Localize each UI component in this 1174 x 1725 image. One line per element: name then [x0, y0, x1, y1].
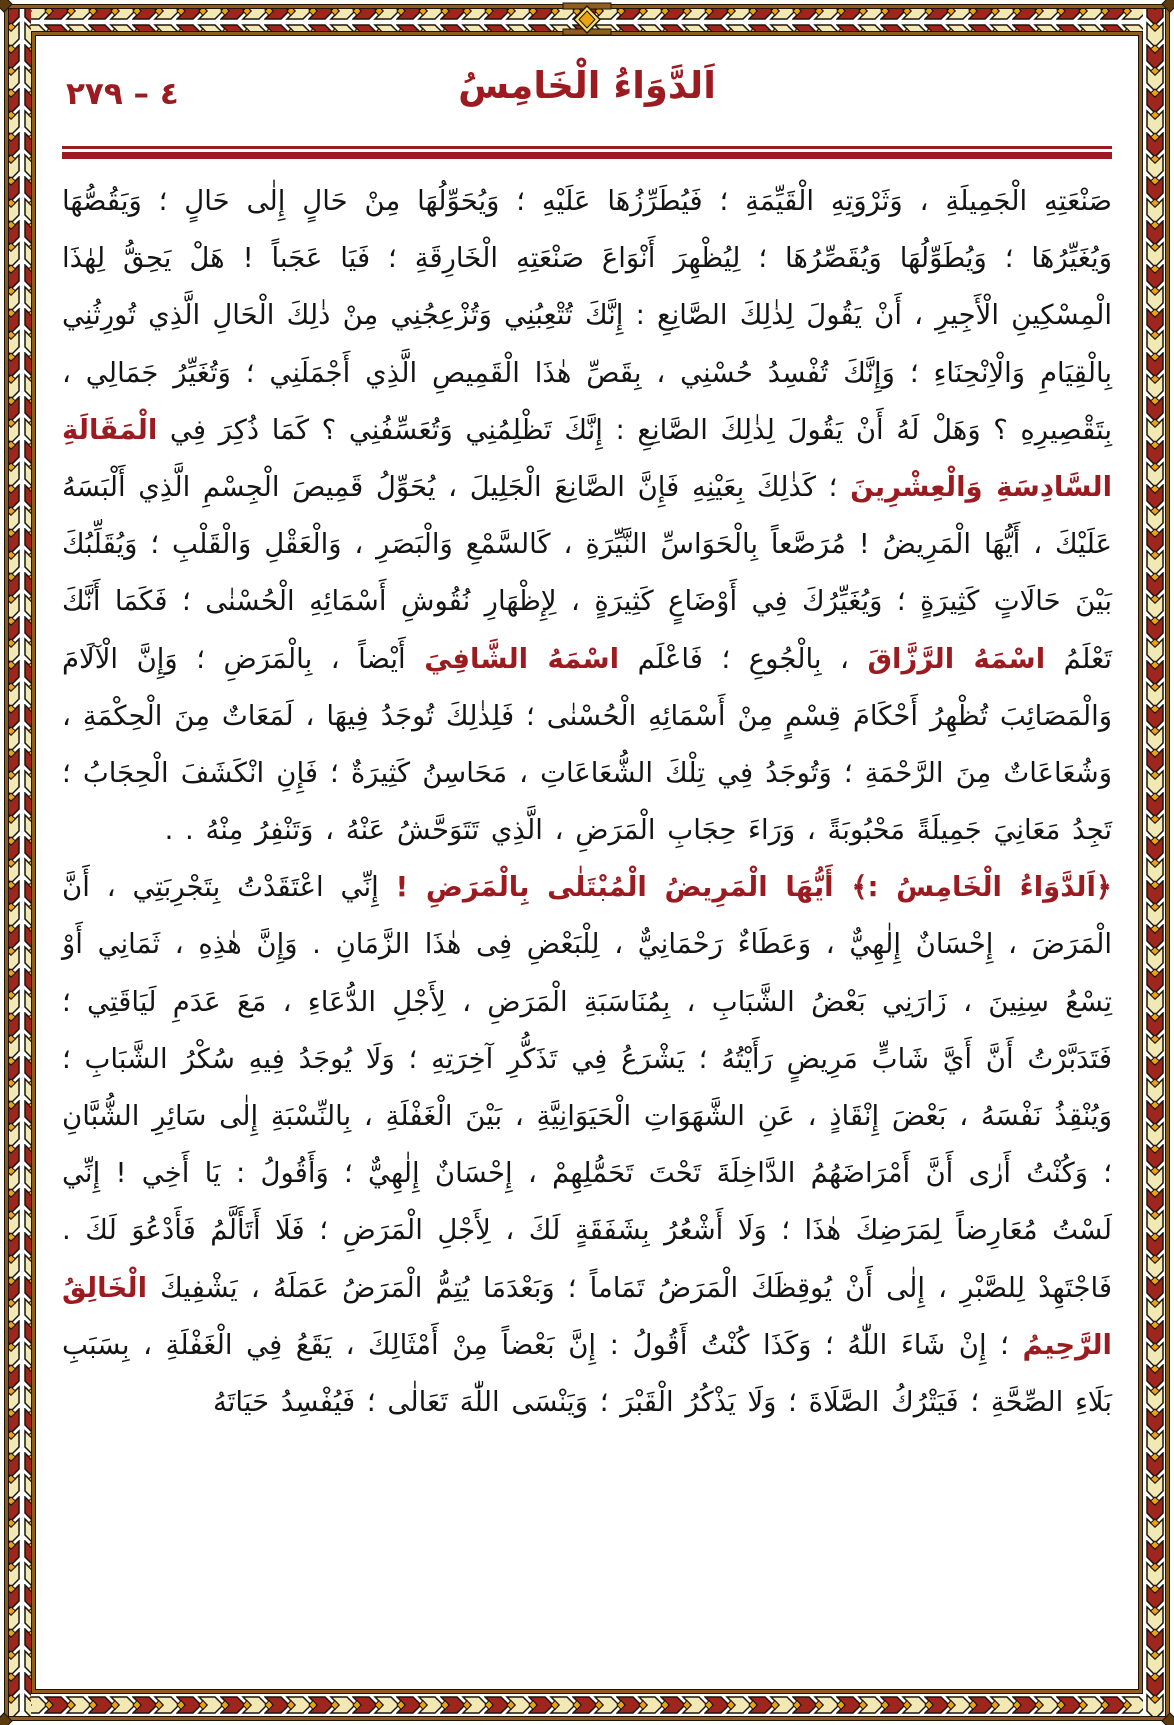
- paragraph: [62, 173, 1112, 859]
- paragraph: [62, 859, 1112, 1431]
- header-rule-thick-line: [62, 152, 1112, 159]
- body-text-run: أَيْضاً ، بِالْمَرَضِ ؛ وَإِنَّ الْآلَامَ وَالْمَصَائِبَ تُظْهِرُ أَحْكَامَ قِسْمٍ مِنْ أَسْمَائِهِ الْحُسْنٰى ؛ فَلِذٰلِكَ تُوجَدُ فِيهَا ، لَمَعَاتٌ مِنَ الْحِكْمَةِ ، وَشُعَاعَاتٌ مِنَ الرَّحْمَةِ ؛ وَتُوجَدُ فِي تِلْكَ الشُّعَاعَاتِ ، مَحَاسِنُ كَثِيرَةٌ ؛ فَإِنِ انْكَشَفَ الْحِجَابُ ؛ تَجِدُ مَعَانِيَ جَمِيلَةً مَحْبُوبَةً ، وَرَاءَ حِجَابِ الْمَرَضِ ، الَّذِي تَتَوَحَّشُ عَنْهُ ، وَتَنْفِرُ مِنْهُ . .: [62, 642, 1112, 847]
- header-rule: [62, 146, 1112, 159]
- border-chain-pattern-right: [1143, 9, 1165, 1716]
- body-text-run: ؛ كَذٰلِكَ بِعَيْنِهِ فَإِنَّ الصَّانِعَ الْجَلِيلَ ، يُحَوِّلُ قَمِيصَ الْجِسْمِ الَّذِي أَلْبَسَهُ عَلَيْكَ ، أَيُّهَا الْمَرِيضُ ! مُرَصَّعاً بِالْحَوَاسِّ النَّيِّرَةِ ، كَالسَّمْعِ وَالْبَصَرِ ، وَالْعَقْلِ وَالْقَلْبِ ؛ وَيُقَلِّبُكَ بَيْنَ حَالَاتٍ كَثِيرَةٍ ؛ وَيُغَيِّرُكَ فِي أَوْضَاعٍ كَثِيرَةٍ ، لِإِظْهَارِ نُقُوشِ أَسْمَائِهِ الْحُسْنٰى ؛ فَكَمَا أَنَّكَ تَعْلَمُ: [62, 470, 1112, 675]
- page-number: ٤ – ٢٧٩: [66, 76, 179, 112]
- red-emphasis-text: اسْمَهُ الشَّافِيَ: [424, 642, 620, 675]
- border-chain-pattern-bottom: [9, 1694, 1165, 1716]
- red-emphasis-text: أَيُّهَا الْمَرِيضُ الْمُبْتَلٰى بِالْمَرَضِ !: [395, 871, 834, 904]
- page-content: [36, 36, 1138, 1689]
- body-text-run: ، بِالْجُوعِ ؛ فَاعْلَم: [619, 642, 868, 675]
- red-emphasis-text: ﴿اَلدَّوَاءُ الْخَامِسُ :﴾: [833, 871, 1112, 904]
- header-rule-thin-line: [62, 146, 1112, 149]
- body-text-run: ؛ إِنْ شَاءَ اللّٰهُ ؛ وَكَذَا كُنْتُ أَقُولُ : إِنَّ بَعْضاً مِنْ أَمْثَالِكَ ، يَقَعُ فِي الْغَفْلَةِ ، بِسَبَبِ بَلَاءِ الصِّحَّةِ ؛ فَيَتْرُكُ الصَّلَاةَ ؛ وَلَا يَذْكُرُ الْقَبْرَ ؛ وَيَنْسَى اللّٰهَ تَعَالٰى ؛ فَيُفْسِدُ حَيَاتَهُ: [62, 1328, 1112, 1418]
- body-text-run: إِنِّي اعْتَقَدْتُ بِتَجْرِبَتِي ، أَنَّ الْمَرَضَ ، إِحْسَانٌ إِلٰهِيٌّ ، وَعَطَاءٌ رَحْمَانِيٌّ ، لِلْبَعْضِ فِى هٰذَا الزَّمَانِ . وَإِنَّ هٰذِهِ ، ثَمَانِي أَوْ تِسْعُ سِنِينَ ، زَارَنِي بَعْضُ الشَّبَابِ ، بِمُنَاسَبَةِ الْمَرَضِ ، لِأَجْلِ الدُّعَاءِ ، مَعَ عَدَمِ لَيَاقَتِي ؛ فَتَدَبَّرْتُ أَنَّ أَيَّ شَابٍّ مَرِيضٍ رَأَيْتُهُ ؛ يَشْرَعُ فِي تَذَكُّرِ آخِرَتِهِ ؛ وَلَا يُوجَدُ فِيهِ سُكْرُ الشَّبَابِ ؛ وَيُنْقِذُ نَفْسَهُ ، بَعْضَ إِنْقَاذٍ ، عَنِ الشَّهَوَاتِ الْحَيَوَانِيَّةِ ، بَيْنَ الْغَفْلَةِ ، بِالنِّسْبَةِ إِلٰى سَائِرِ الشُّبَّانِ ؛ وَكُنْتُ أَرٰى أَنَّ أَمْرَاضَهُمُ الدَّاخِلَةَ تَحْتَ تَحَمُّلِهِمْ ، إِحْسَانٌ إِلٰهِيٌّ ؛ وَأَقُولُ : يَا أَخِي ! إِنِّي لَسْتُ مُعَارِضاً لِمَرَضِكَ هٰذَا ؛ وَلَا أَشْعُرُ بِشَفَقَةٍ لَكَ ، لِأَجْلِ الْمَرَضِ ؛ فَلَا أَتَأَلَّمُ فَأَدْعُوَ لَكَ . فَاجْتَهِدْ لِلصَّبْرِ ، إِلٰى أَنْ يُوقِظَكَ الْمَرَضُ تَمَاماً ؛ وَبَعْدَمَا يُتِمُّ الْمَرَضُ عَمَلَهُ ، يَشْفِيكَ: [62, 871, 1112, 1304]
- page-title: اَلدَّوَاءُ الْخَامِسُ: [458, 64, 716, 107]
- body-text-run: صَنْعَتِهِ الْجَمِيلَةِ ، وَثَرْوَتِهِ الْقَيِّمَةِ ؛ فَيُطَرِّزُهَا عَلَيْهِ ؛ وَيُحَوِّلُهَا مِنْ حَالٍ إِلٰى حَالٍ ؛ وَيَقُصُّهَا وَيُغَيِّرُهَا ؛ وَيُطَوِّلُهَا وَيُقَصِّرُهَا ؛ لِيُظْهِرَ أَنْوَاعَ صَنْعَتِهِ الْخَارِقَةِ ؛ فَيَا عَجَباً ! هَلْ يَحِقُّ لِهٰذَا الْمِسْكِينِ الْأَجِيرِ ، أَنْ يَقُولَ لِذٰلِكَ الصَّانِعِ : إِنَّكَ تُتْعِبُنِي وَتُزْعِجُنِي مِنْ ذٰلِكَ الْحَالِ الَّذِي تُورِثُنِي بِالْقِيَامِ وَالْاِنْحِنَاءِ ؛ وَإِنَّكَ تُفْسِدُ حُسْنِي ، بِقَصِّ هٰذَا الْقَمِيصِ الَّذِي أَجْمَلَنِي ؛ وَتُغَيِّرُ جَمَالِي ، بِتَقْصِيرِهِ ؟ وَهَلْ لَهُ أَنْ يَقُولَ لِذٰلِكَ الصَّانِعِ : إِنَّكَ تَظْلِمُنِي وَتُعَسِّفُنِي ؟ كَمَا ذُكِرَ فِي: [62, 185, 1112, 446]
- body-text: [62, 173, 1112, 1431]
- border-chain-pattern-left: [9, 9, 31, 1716]
- red-emphasis-text: الْمَقَالَةِ السَّادِسَةِ وَالْعِشْرِينَ: [62, 413, 1112, 503]
- red-emphasis-text: الْخَالِقُ الرَّحِيمُ: [62, 1271, 1112, 1361]
- red-emphasis-text: اسْمَهُ الرَّزَّاقَ: [867, 642, 1046, 675]
- page-header: [62, 60, 1112, 138]
